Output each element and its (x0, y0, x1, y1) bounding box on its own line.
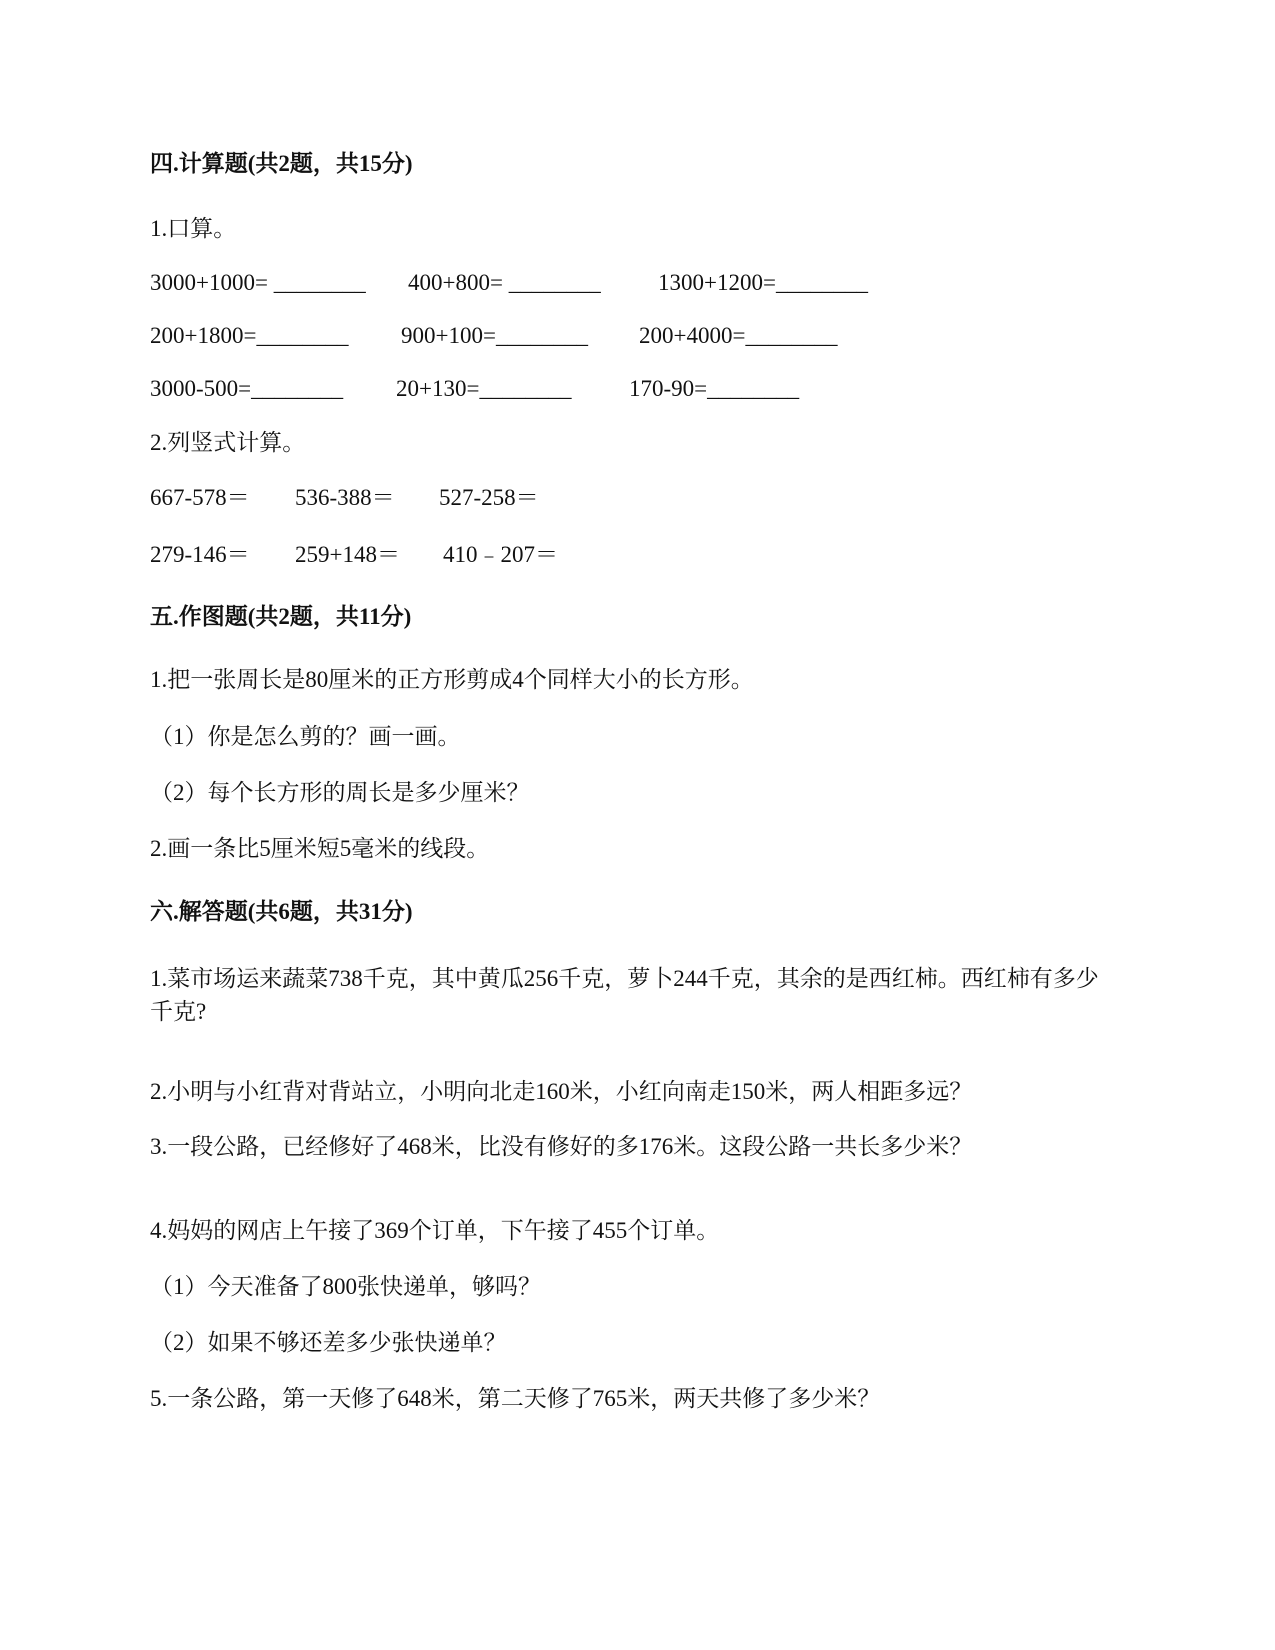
oral-calc-item: 170-90=________ (629, 376, 800, 401)
section6-q5: 5.一条公路，第一天修了648米，第二天修了765米，两天共修了多少米？ (150, 1386, 881, 1411)
vertical-calc-item: 259+148＝ (295, 542, 400, 567)
oral-calc-item: 900+100=________ (401, 323, 588, 348)
oral-calc-item: 20+130=________ (396, 376, 572, 401)
section5-q1-title: 1.把一张周长是80厘米的正方形剪成4个同样大小的长方形。 (150, 667, 754, 692)
oral-calc-item: 3000-500=________ (150, 376, 344, 401)
section6-q2: 2.小明与小红背对背站立，小明向北走160米，小红向南走150米，两人相距多远？ (150, 1079, 973, 1104)
section6-q4-sub1: （1）今天准备了800张快递单，够吗？ (150, 1274, 541, 1299)
section6-q1: 1.菜市场运来蔬菜738千克，其中黄瓜256千克，萝卜244千克，其余的是西红柿。西红柿有多少千克? (150, 966, 1099, 1024)
section6-q4-sub2: （2）如果不够还差多少张快递单？ (150, 1330, 507, 1355)
vertical-calc-item: 279-146＝ (150, 542, 250, 567)
vertical-calc-item: 667-578＝ (150, 485, 250, 510)
section5-q1-sub2: （2）每个长方形的周长是多少厘米？ (150, 780, 530, 805)
section4-q2-title: 2.列竖式计算。 (150, 430, 306, 455)
vertical-calc-item: 410﹣207＝ (443, 542, 558, 567)
section4-q1-title: 1.口算。 (150, 216, 237, 241)
oral-calc-item: 200+4000=________ (639, 323, 838, 348)
section6-q3: 3.一段公路，已经修好了468米，比没有修好的多176米。这段公路一共长多少米？ (150, 1134, 973, 1159)
vertical-calc-item: 536-388＝ (295, 485, 395, 510)
oral-calc-item: 3000+1000= ________ (150, 270, 366, 295)
section6-q4-title: 4.妈妈的网店上午接了369个订单，下午接了455个订单。 (150, 1218, 720, 1243)
section5-q2-title: 2.画一条比5厘米短5毫米的线段。 (150, 836, 490, 861)
oral-calc-item: 1300+1200=________ (658, 270, 868, 295)
oral-calc-item: 200+1800=________ (150, 323, 349, 348)
section5-q1-sub1: （1）你是怎么剪的？画一画。 (150, 724, 461, 749)
section4-heading: 四.计算题(共2题，共15分) (150, 151, 413, 176)
oral-calc-item: 400+800= ________ (408, 270, 601, 295)
section6-heading: 六.解答题(共6题，共31分) (150, 899, 413, 924)
vertical-calc-item: 527-258＝ (439, 485, 539, 510)
section5-heading: 五.作图题(共2题，共11分) (150, 604, 412, 629)
